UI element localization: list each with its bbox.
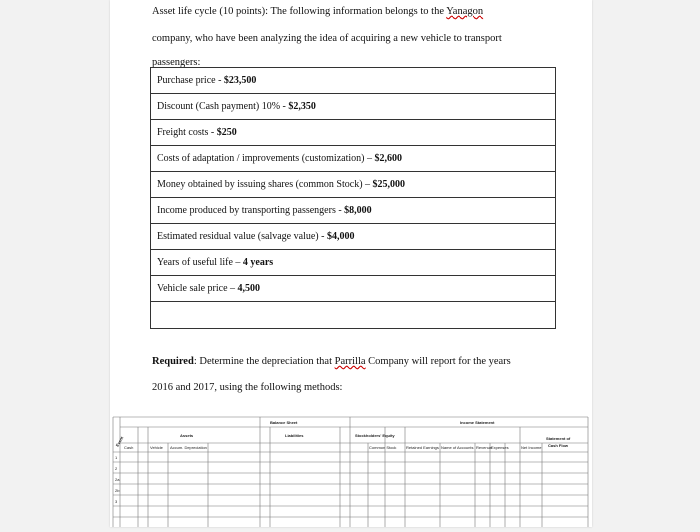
info-row: Costs of adaptation / improvements (customization) – $2,600: [151, 146, 555, 172]
info-row: Estimated residual value (salvage value) - $4,000: [151, 224, 555, 250]
net-income-column-header: Net Income: [521, 445, 542, 450]
info-row: Money obtained by issuing shares (common Stock) – $25,000: [151, 172, 555, 198]
expenses-column-header: Expenses: [491, 445, 509, 450]
intro-line-2: company, who have been analyzing the idea of acquiring a new vehicle to transport: [152, 33, 502, 44]
retained-earnings-column-header: Retained Earnings: [406, 445, 439, 450]
info-row: Freight costs - $250: [151, 120, 555, 146]
revenue-column-header: Revenue: [476, 445, 493, 450]
statement-cash-flow-header-2: Cash Flow: [548, 443, 569, 448]
required-line-1: Required: Determine the depreciation that Parrilla Company will report for the years: [152, 356, 511, 367]
intro-line-1: [152, 6, 483, 17]
info-row: Discount (Cash payment) 10% - $2,350: [151, 94, 555, 120]
vehicle-column-header: Vehicle: [150, 445, 163, 450]
required-line-2: 2016 and 2017, using the following methods:: [152, 382, 343, 393]
required-label: Required: [152, 356, 194, 367]
company-name-parrilla: Parrilla: [334, 356, 366, 367]
company-name-yanagon: Yanagon: [446, 6, 484, 17]
row-label: 2a: [115, 477, 120, 482]
row-label: 2b: [115, 488, 120, 493]
info-row: Years of useful life – 4 years: [151, 250, 555, 276]
statement-cash-flow-header-1: Statement of: [546, 436, 571, 441]
balance-sheet-header: Balance Sheet: [270, 420, 298, 425]
accumulated-depreciation-column-header: Accum. Depreciation: [170, 445, 207, 450]
cash-column-header: Cash: [124, 445, 134, 450]
info-row-empty: [151, 302, 555, 328]
event-header: Event: [114, 435, 125, 448]
info-table: [150, 67, 556, 329]
assets-header: Assets: [180, 433, 194, 438]
liabilities-header: Liabilities: [285, 433, 304, 438]
spreadsheet-svg: [110, 407, 592, 527]
row-label: 1: [115, 455, 118, 460]
intro-prefix: Asset life cycle (10 points): The following information belongs to the: [152, 6, 447, 17]
info-row: Vehicle sale price – 4,500: [151, 276, 555, 302]
info-row: Income produced by transporting passengers - $8,000: [151, 198, 555, 224]
info-row: Purchase price - $23,500: [151, 68, 555, 94]
income-statement-header: Income Statement: [460, 420, 495, 425]
intro-line-3: passengers:: [152, 57, 201, 68]
horizontal-model-spreadsheet: [110, 407, 592, 527]
stockholders-equity-header: Stockholders' Equity: [355, 433, 395, 438]
row-label: 2: [115, 466, 118, 471]
row-label: 3: [115, 499, 118, 504]
common-stock-column-header: Common Stock: [369, 445, 397, 450]
name-of-accounts-column-header: Name of Accounts: [441, 445, 474, 450]
